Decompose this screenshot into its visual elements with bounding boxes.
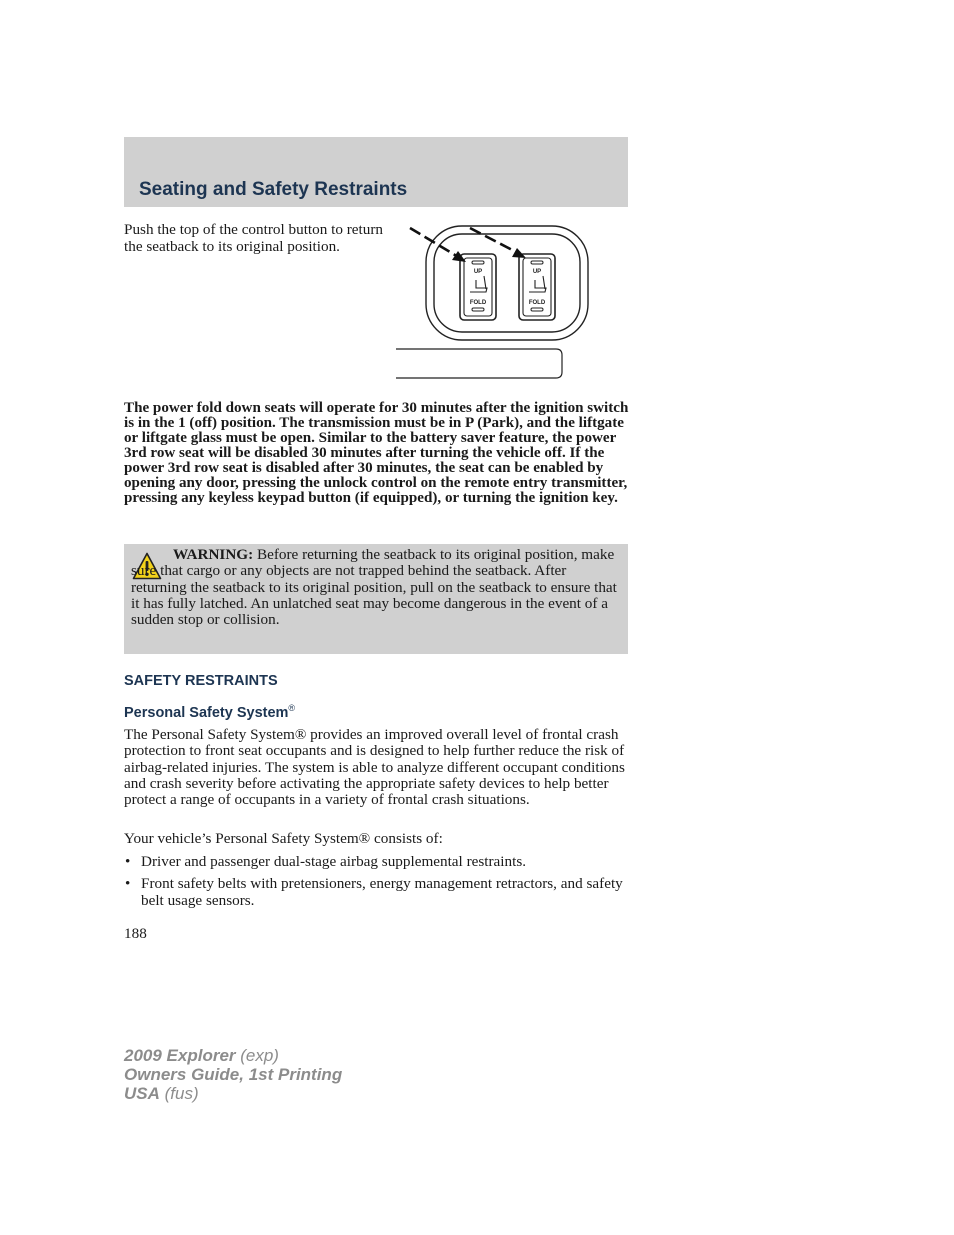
footer-printing: Owners Guide, 1st Printing [124, 1065, 343, 1084]
sub-heading-text: Personal Safety System [124, 704, 289, 721]
fold-label-right: FOLD [528, 300, 546, 306]
footer-model-code: (exp) [235, 1046, 279, 1065]
registered-mark: ® [288, 703, 296, 713]
section-header-band [124, 137, 628, 207]
personal-safety-system-description: The Personal Safety System® provides an improved overall level of frontal crash protection to front seat occupants and is designed to help further reduce the risk of airbag-related injuries. The system is able to analyze different occupant conditions and crash severity before activating the appropriate safety devices to help better protect a range of occupants in a variety of frontal crash situations. [124, 726, 625, 809]
personal-safety-system-heading [124, 703, 295, 721]
up-label-right: UP [532, 269, 542, 275]
list-item-text: Front safety belts with pretensioners, energy management retractors, and safety belt usage sensors. [141, 875, 623, 909]
page-number: 188 [124, 925, 147, 942]
warning-body: Before returning the seatback to its original position, make sure that cargo or any objects are not trapped behind the seatback. After returning the seatback to its original position, pull on the seatback to ensure that it has fully latched. An unlatched seat may become dangerous in the event of a sudden stop or collision. [131, 546, 617, 629]
bullet-icon: • [125, 853, 131, 870]
seat-fold-control-diagram [394, 222, 594, 384]
footer-model: 2009 Explorer [124, 1046, 236, 1065]
power-fold-notice: The power fold down seats will operate for 30 minutes after the ignition switch is in the 1 (off) position. The transmission must be in P (Park), and the liftgate or liftgate glass must be open. Similar to the battery saver feature, the power 3rd row seat will be disabled 30 minutes after turning the vehicle off. If the power 3rd row seat is disabled after 30 minutes, the seat can be enabled by opening any door, pressing the unlock control on the remote entry transmitter, pressing any keyless keypad button (if equipped), or turning the ignition key. [124, 400, 629, 506]
warning-box [124, 544, 628, 654]
footer-market: USA [124, 1084, 160, 1103]
console-edge [396, 349, 562, 378]
document-footer [124, 1046, 342, 1103]
fold-label-left: FOLD [469, 300, 487, 306]
footer-line-1 [124, 1046, 342, 1065]
control-housing-outer [426, 226, 588, 340]
list-item [124, 876, 630, 909]
pointer-arrows [410, 228, 526, 262]
intro-paragraph: Push the top of the control button to return the seatback to its original position. [124, 221, 383, 255]
warning-label: WARNING: [173, 546, 254, 563]
consists-of-line: Your vehicle’s Personal Safety System® consists of: [124, 830, 443, 847]
up-label-left: UP [473, 269, 483, 275]
footer-line-2 [124, 1065, 342, 1084]
footer-line-3 [124, 1084, 342, 1103]
left-fold-switch [460, 254, 496, 320]
footer-market-code: (fus) [159, 1084, 199, 1103]
bullet-icon: • [125, 875, 131, 893]
safety-restraints-heading: SAFETY RESTRAINTS [124, 673, 278, 689]
right-fold-switch [519, 254, 555, 320]
list-item-text: Driver and passenger dual-stage airbag supplemental restraints. [141, 853, 527, 870]
section-title: Seating and Safety Restraints [139, 179, 408, 200]
components-list [124, 854, 630, 915]
list-item [124, 854, 630, 870]
warning-text [131, 547, 625, 628]
